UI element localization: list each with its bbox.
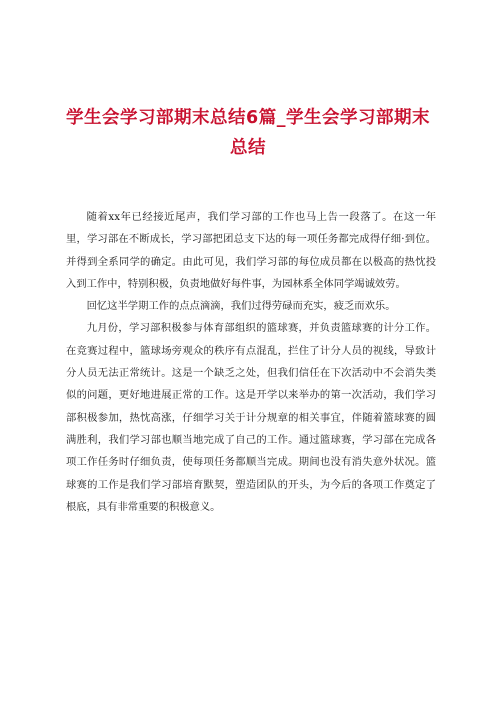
document-body [66, 206, 436, 518]
document-title: 学生会学习部期末总结6篇_学生会学习部期末总结 [66, 108, 430, 158]
paragraph-2: 回忆这半学期工作的点点滴滴，我们过得劳碌而充实，疲乏而欢乐。 [86, 300, 396, 313]
paragraph-3: 九月份，学习部积极参与体育部组织的篮球赛，并负责篮球赛的计分工作。在竞赛过程中，篮球场旁观众的秩序有点混乱，拦住了计分人员的视线，导致计分人员无法正常统计。这是一个缺乏之处，但我们信任在下次活动中不会消失类似的问题，更好地进展正常的工作。这是开学以来举办的第一次活动，我们学习部积极参加，热忱高涨，仔细学习关于计分规章的相关事宜，伴随着篮球赛的圆满胜利，我们学习部也顺当地完成了自己的工作。通过篮球赛，学习部在完成各项工作任务时仔细负责，使每项任务都顺当完成。期间也没有消失意外状况。篮球赛的工作是我们学习部培育默契，塑造团队的开头，为今后的各项工作奠定了根底，具有非常重要的积极意义。 [66, 322, 436, 513]
paragraph-1: 随着xx年已经接近尾声，我们学习部的工作也马上告一段落了。在这一年里，学习部在不断成长，学习部把团总支下达的每一项任务都完成得仔细·到位。并得到全系同学的确定。由此可见，我们学习部的每位成员都在以极高的热忱投入到工作中，特别积极，负责地做好每件事，为园林系全体同学竭诚效劳。 [66, 211, 436, 290]
